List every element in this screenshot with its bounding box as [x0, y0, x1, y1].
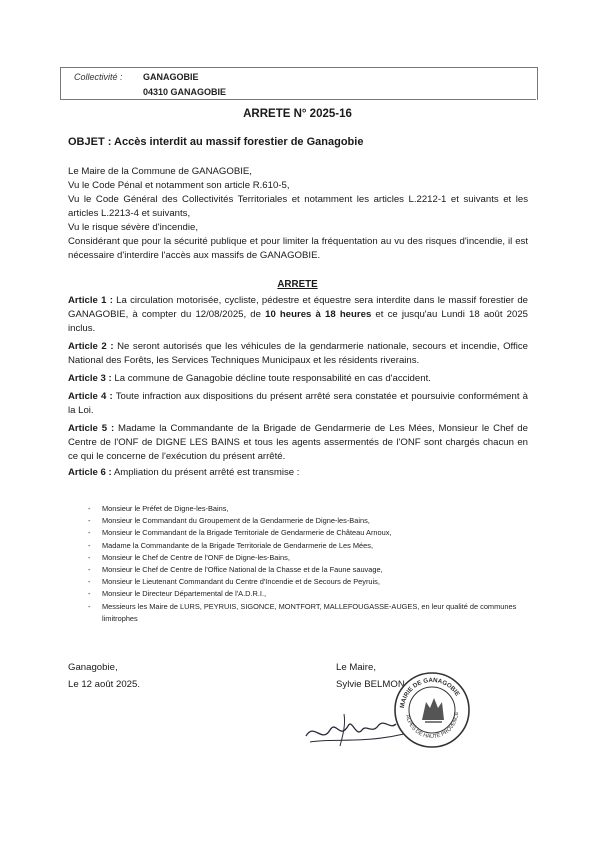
list-item: - Monsieur le Commandant du Groupement de la Gendarmerie de Digne-les-Bains, [88, 515, 538, 527]
list-item: - Monsieur le Chef de Centre de l'ONF de Digne-les-Bains, [88, 552, 538, 564]
date-line: Le 12 août 2025. [68, 679, 141, 690]
arrete-title: ARRETE N° 2025-16 [243, 108, 352, 120]
list-item: - Monsieur le Directeur Départemental de l'A.D.R.I., [88, 588, 538, 600]
article-4 [68, 390, 528, 418]
svg-text:ALPES DE HAUTE PROVENCE: ALPES DE HAUTE PROVENCE [404, 711, 461, 741]
list-item: - Monsieur le Commandant de la Brigade Territoriale de Gendarmerie de Château Arnoux, [88, 527, 538, 539]
recipients-list [88, 503, 538, 625]
header-box [60, 67, 538, 100]
article-1-text-a: La circulation motorisée, cycliste, pédestre et équestre sera interdite dans le massif forestier de GANAGOBIE, à compter du 12/08/2025, de [68, 295, 528, 320]
article-2-text: Ne seront autorisés que les véhicules de la gendarmerie nationale, secours et incendie, Office National des Forêts, les Services Techniques Municipaux et les résidents riverains. [68, 341, 528, 366]
article-3-text: La commune de Ganagobie décline toute responsabilité en cas d'accident. [111, 373, 431, 384]
list-item: - Monsieur le Chef de Centre de l'Office National de la Chasse et de la Faune sauvage, [88, 564, 538, 576]
arrete-heading: ARRETE [277, 279, 318, 290]
preamble [68, 165, 528, 263]
maire-line: Le Maire de la Commune de GANAGOBIE, [68, 166, 252, 177]
header-divider [60, 99, 536, 100]
article-6-label: Article 6 : [68, 467, 112, 478]
article-4-text: Toute infraction aux dispositions du présent arrêté sera constatée et poursuivie conformément à la Loi. [68, 391, 528, 416]
objet-line: OBJET : Accès interdit au massif forestier de Ganagobie [68, 136, 364, 148]
vu-code-penal: Vu le Code Pénal et notamment son article R.610-5, [68, 180, 290, 191]
article-5-label: Article 5 : [68, 423, 115, 434]
list-item: - Messieurs les Maire de LURS, PEYRUIS, SIGONCE, MONTFORT, MALLEFOUGASSE-AUGES, en leur qualité de communes limitrophes [88, 601, 538, 625]
article-1-text-b: et ce jusqu'au Lundi 18 août 2025 inclus. [68, 309, 529, 334]
collectivite-name: GANAGOBIE [143, 72, 199, 82]
signer-title: Le Maire, [336, 662, 376, 673]
list-item: - Monsieur le Préfet de Digne-les-Bains, [88, 503, 538, 515]
signer-name: Sylvie BELMON [336, 679, 405, 690]
article-4-label: Article 4 : [68, 391, 113, 402]
article-3 [68, 372, 528, 386]
article-1 [68, 294, 528, 336]
article-5-text: Madame la Commandante de la Brigade de Gendarmerie de Les Mées, Monsieur le Chef de Centre de l'ONF de DIGNE LES BAINS et tous les agents assermentés de l'ONF sont chargés chacun en ce qui le concerne de l'exécution du présent arrêté. [68, 423, 528, 462]
list-item: - Monsieur le Lieutenant Commandant du Centre d'Incendie et de Secours de Peyruis, [88, 576, 538, 588]
collectivite-label: Collectivité : [74, 72, 123, 82]
mairie-stamp-icon [392, 670, 472, 750]
list-item: - Madame la Commandante de la Brigade Territoriale de Gendarmerie de Les Mées, [88, 540, 538, 552]
article-2-label: Article 2 : [68, 341, 114, 352]
vu-cgct: Vu le Code Général des Collectivités Territoriales et notamment les articles L.2212-1 et suivants et les articles L.2213-4 et suivants, [68, 194, 528, 219]
article-3-label: Article 3 : [68, 373, 112, 384]
svg-text:MAIRIE DE GANAGOBIE: MAIRIE DE GANAGOBIE [398, 676, 461, 709]
articles [68, 294, 528, 480]
article-1-hours: 10 heures à 18 heures [265, 309, 372, 320]
article-1-label: Article 1 : [68, 295, 113, 306]
collectivite-address: 04310 GANAGOBIE [143, 87, 227, 97]
considerant: Considérant que pour la sécurité publique et pour limiter la fréquentation au vu des risques d'incendie, il est nécessaire d'interdire l'accès aux massifs de GANAGOBIE. [68, 236, 528, 261]
article-6 [68, 466, 528, 480]
article-5 [68, 422, 528, 464]
place-line: Ganagobie, [68, 662, 118, 673]
article-6-text: Ampliation du présent arrêté est transmise : [111, 467, 300, 478]
vu-risque: Vu le risque sévère d'incendie, [68, 222, 199, 233]
article-2 [68, 340, 528, 368]
